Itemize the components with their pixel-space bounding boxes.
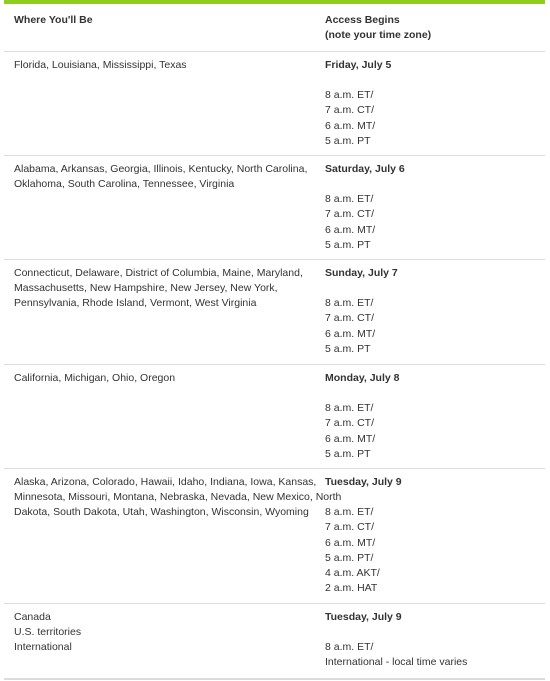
access-cell (324, 156, 545, 259)
region-line: Connecticut, Delaware, District of Columbia, Maine, Maryland, (14, 267, 303, 279)
header-access (324, 4, 545, 51)
table-row (4, 365, 545, 469)
region-cell (4, 156, 324, 259)
time-line: 7 a.m. CT/ (325, 104, 375, 117)
region-line: U.S. territories (14, 626, 82, 639)
time-line: 7 a.m. CT/ (325, 521, 375, 534)
time-line: 5 a.m. PT (325, 447, 371, 460)
region-line: Alaska, Arizona, Colorado, Hawaii, Idaho, Indiana, Iowa, Kansas, (14, 476, 317, 488)
region-line: Oklahoma, South Carolina, Tennessee, Virginia (14, 178, 235, 191)
time-line: 8 a.m. ET/ (325, 193, 374, 206)
table-row (4, 604, 545, 677)
region-line: California, Michigan, Ohio, Oregon (14, 372, 176, 384)
time-line: 6 a.m. MT/ (325, 536, 376, 549)
time-line: 5 a.m. PT (325, 238, 371, 251)
time-line: 5 a.m. PT/ (325, 551, 374, 564)
region-line: Massachusetts, New Hampshire, New Jersey, New York, (14, 282, 278, 295)
region-line: Dakota, South Dakota, Utah, Washington, Wisconsin, Wyoming (14, 506, 309, 519)
time-line: International - local time varies (325, 656, 468, 669)
time-line: 6 a.m. MT/ (325, 327, 376, 340)
region-line: Canada (14, 611, 51, 623)
time-line: 8 a.m. ET/ (325, 506, 374, 519)
time-line: 7 a.m. CT/ (325, 417, 375, 430)
time-line: 8 a.m. ET/ (325, 641, 374, 654)
time-line: 5 a.m. PT (325, 342, 371, 355)
access-cell (324, 365, 545, 468)
time-line: 6 a.m. MT/ (325, 432, 376, 445)
access-cell (324, 604, 545, 677)
time-line: 6 a.m. MT/ (325, 223, 376, 236)
access-day: Sunday, July 7 (325, 267, 398, 279)
table-row (4, 469, 545, 604)
region-line: Alabama, Arkansas, Georgia, Illinois, Kentucky, North Carolina, (14, 163, 308, 175)
time-line: 7 a.m. CT/ (325, 312, 375, 325)
access-day: Tuesday, July 9 (325, 611, 402, 623)
region-cell (4, 604, 324, 677)
access-day: Saturday, July 6 (325, 163, 405, 175)
access-day: Tuesday, July 9 (325, 476, 402, 488)
time-line: 5 a.m. PT (325, 134, 371, 147)
time-line: 6 a.m. MT/ (325, 119, 376, 132)
region-line: Florida, Louisiana, Mississippi, Texas (14, 59, 187, 71)
access-cell (324, 260, 545, 364)
time-line: 8 a.m. ET/ (325, 402, 374, 415)
table-row (4, 260, 545, 365)
table-header-row (4, 4, 545, 52)
table-row (4, 156, 545, 260)
table-row (4, 52, 545, 156)
access-cell (324, 52, 545, 155)
time-line: 4 a.m. AKT/ (325, 567, 380, 580)
header-access-note: (note your time zone) (325, 29, 432, 41)
access-cell (324, 469, 545, 603)
time-line: 2 a.m. HAT (325, 582, 378, 595)
time-line: 8 a.m. ET/ (325, 89, 374, 102)
time-line: 8 a.m. ET/ (325, 297, 374, 310)
region-line: Pennsylvania, Rhode Island, Vermont, West Virginia (14, 297, 257, 310)
header-access-title: Access Begins (325, 14, 400, 26)
region-cell (4, 365, 324, 468)
header-location: Where You'll Be (14, 14, 93, 26)
region-cell (4, 260, 324, 364)
access-day: Monday, July 8 (325, 372, 400, 384)
access-day: Friday, July 5 (325, 59, 392, 71)
time-line: 7 a.m. CT/ (325, 208, 375, 221)
region-line: Minnesota, Missouri, Montana, Nebraska, Nevada, New Mexico, North (14, 491, 342, 504)
region-cell (4, 469, 342, 603)
table-bottom-rule (4, 678, 545, 680)
access-schedule-table (4, 0, 545, 677)
region-line: International (14, 641, 72, 654)
region-cell (4, 52, 324, 155)
